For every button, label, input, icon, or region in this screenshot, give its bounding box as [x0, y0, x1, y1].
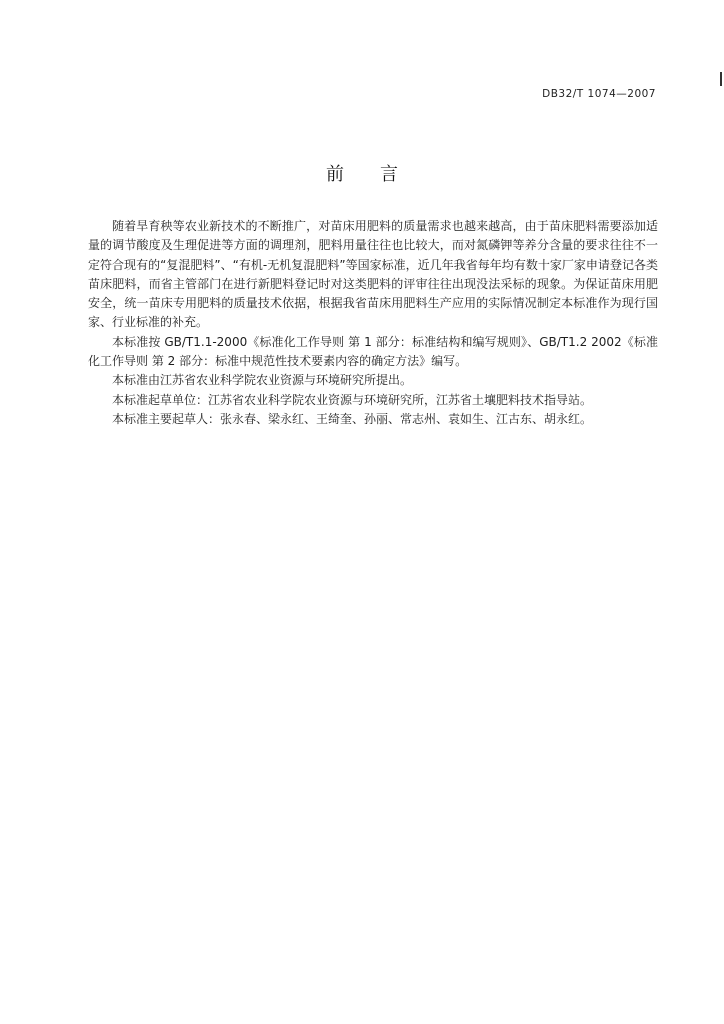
paragraph-proposer: 本标准由江苏省农业科学院农业资源与环境研究所提出。 — [112, 373, 413, 388]
page-edge-mark — [720, 72, 722, 86]
standard-code: DB32/T 1074—2007 — [542, 88, 656, 100]
paragraph-drafters: 本标准主要起草人：张永春、梁永红、王绮奎、孙丽、常志州、袁如生、江古东、胡永红。 — [112, 411, 593, 426]
paragraph-background: 随着旱育秧等农业新技术的不断推广，对苗床用肥料的质量需求也越来越高，由于苗床肥料需要添加适量的调节酸度及生理促进等方面的调理剂，肥料用量往往也比较大，而对氮磷钾等养分含量的要求往往不一定符合现有的“复混肥料”、“有机-无机复混肥料”等国家标准，近几年我省每年均有数十家厂家申请登记各类苗床肥料，而省主管部门在进行新肥料登记时对这类肥料的评审往往出现没法采标的现象。为保证苗床用肥安全，统一苗床专用肥料的质量技术依据，根据我省苗床用肥料生产应用的实际情况制定本标准作为现行国家、行业标准的补充。 — [88, 219, 658, 330]
foreword-body — [88, 217, 658, 429]
paragraph-drafting-rules: 本标准按 GB/T1.1-2000《标准化工作导则 第 1 部分：标准结构和编写规则》、GB/T1.2 2002《标准化工作导则 第 2 部分：标准中规范性技术要素内容的确定方法》编写。 — [88, 334, 658, 369]
paragraph-drafting-units: 本标准起草单位：江苏省农业科学院农业资源与环境研究所，江苏省土壤肥料技术指导站。 — [112, 392, 593, 407]
page-title: 前言 — [326, 164, 434, 185]
